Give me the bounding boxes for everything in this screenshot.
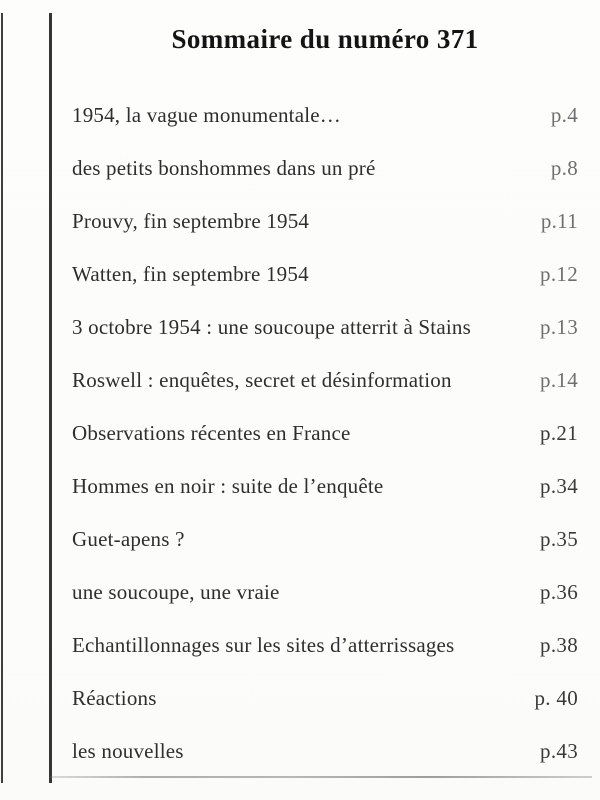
toc-entry-title: Watten, fin septembre 1954 — [72, 262, 309, 286]
toc-entry-row — [72, 301, 578, 354]
toc-entry-page-number: p.35 — [540, 527, 578, 551]
toc-entry-row — [72, 89, 578, 142]
toc-entry-row — [72, 619, 578, 672]
toc-entry-row — [72, 354, 578, 407]
page-title: Sommaire du numéro 371 — [171, 24, 479, 54]
toc-entry-page-number: p.14 — [540, 368, 578, 392]
left-margin-rule — [1, 13, 3, 783]
toc-entry-page-number: p.12 — [540, 262, 578, 286]
toc-entry-row — [72, 672, 578, 725]
table-of-contents — [72, 89, 578, 778]
toc-entry-title: 1954, la vague monumentale… — [72, 103, 341, 127]
toc-entry-page-number: p.34 — [540, 474, 578, 498]
toc-entry-page-number: p.43 — [540, 739, 578, 763]
toc-entry-page-number: p.8 — [550, 156, 578, 180]
toc-entry-page-number: p.36 — [540, 580, 578, 604]
toc-entry-title: Roswell : enquêtes, secret et désinformation — [72, 368, 452, 392]
toc-entry-title: Observations récentes en France — [72, 421, 351, 445]
toc-entry-title: Echantillonnages sur les sites d’atterrissages — [72, 633, 455, 657]
toc-entry-title: les nouvelles — [72, 739, 184, 763]
bottom-page-rule — [50, 776, 592, 778]
toc-entry-row — [72, 725, 578, 778]
toc-entry-row — [72, 195, 578, 248]
toc-entry-row — [72, 513, 578, 566]
toc-entry-title: Hommes en noir : suite de l’enquête — [72, 474, 384, 498]
toc-entry-row — [72, 407, 578, 460]
toc-entry-row — [72, 142, 578, 195]
toc-entry-title: Guet-apens ? — [72, 527, 185, 551]
toc-entry-page-number: p.13 — [540, 315, 578, 339]
toc-entry-title: Réactions — [72, 686, 157, 710]
toc-entry-row — [72, 248, 578, 301]
toc-entry-title: des petits bonshommes dans un pré — [72, 156, 376, 180]
toc-entry-page-number: p.21 — [540, 421, 578, 445]
toc-entry-page-number: p.4 — [550, 103, 578, 127]
toc-entry-row — [72, 566, 578, 619]
toc-entry-title: Prouvy, fin septembre 1954 — [72, 209, 310, 233]
toc-entry-title: 3 octobre 1954 : une soucoupe atterrit à Stains — [72, 315, 471, 339]
toc-entry-page-number: p.38 — [540, 633, 578, 657]
toc-entry-row — [72, 460, 578, 513]
toc-entry-title: une soucoupe, une vraie — [72, 580, 280, 604]
inner-margin-rule — [49, 13, 52, 783]
toc-entry-page-number: p. 40 — [534, 686, 578, 710]
toc-entry-page-number: p.11 — [540, 209, 578, 233]
